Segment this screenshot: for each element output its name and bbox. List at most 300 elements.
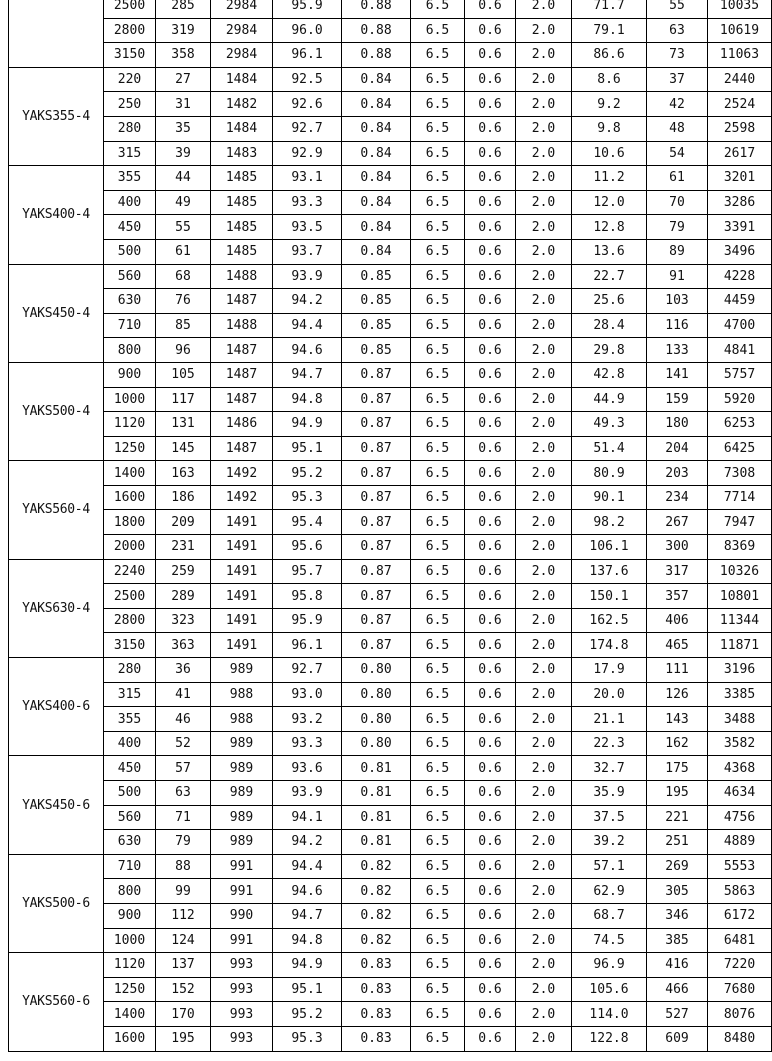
data-cell: 0.82 bbox=[342, 879, 411, 904]
model-cell: YAKS500-4 bbox=[9, 362, 104, 460]
table-row bbox=[9, 510, 772, 535]
data-cell: 560 bbox=[104, 264, 156, 289]
data-cell: 36 bbox=[156, 658, 211, 683]
data-cell: 3488 bbox=[708, 707, 772, 732]
table-row bbox=[9, 436, 772, 461]
data-cell: 2.0 bbox=[516, 805, 572, 830]
data-cell: 1487 bbox=[211, 362, 273, 387]
data-cell: 0.84 bbox=[342, 141, 411, 166]
data-cell: 0.88 bbox=[342, 18, 411, 43]
data-cell: 89 bbox=[647, 239, 708, 264]
data-cell: 106.1 bbox=[572, 535, 647, 560]
table-row bbox=[9, 215, 772, 240]
table-row bbox=[9, 805, 772, 830]
data-cell: 285 bbox=[156, 0, 211, 18]
data-cell: 2.0 bbox=[516, 1002, 572, 1027]
data-cell: 358 bbox=[156, 43, 211, 68]
data-cell: 0.82 bbox=[342, 854, 411, 879]
data-cell: 195 bbox=[647, 781, 708, 806]
data-cell: 6.5 bbox=[411, 166, 465, 191]
data-cell: 0.6 bbox=[465, 830, 516, 855]
data-cell: 2.0 bbox=[516, 1026, 572, 1051]
data-cell: 93.5 bbox=[273, 215, 342, 240]
model-cell: YAKS560-6 bbox=[9, 953, 104, 1051]
data-cell: 2.0 bbox=[516, 510, 572, 535]
data-cell: 6.5 bbox=[411, 903, 465, 928]
data-cell: 315 bbox=[104, 141, 156, 166]
data-cell: 25.6 bbox=[572, 289, 647, 314]
data-cell: 2.0 bbox=[516, 485, 572, 510]
data-cell: 993 bbox=[211, 953, 273, 978]
data-cell: 991 bbox=[211, 879, 273, 904]
data-cell: 12.8 bbox=[572, 215, 647, 240]
data-cell: 6.5 bbox=[411, 362, 465, 387]
data-cell: 22.3 bbox=[572, 731, 647, 756]
data-cell: 7947 bbox=[708, 510, 772, 535]
data-cell: 162 bbox=[647, 731, 708, 756]
data-cell: 6253 bbox=[708, 412, 772, 437]
data-cell: 9.8 bbox=[572, 116, 647, 141]
data-cell: 143 bbox=[647, 707, 708, 732]
data-cell: 95.9 bbox=[273, 0, 342, 18]
table-row bbox=[9, 43, 772, 68]
data-cell: 1486 bbox=[211, 412, 273, 437]
data-cell: 112 bbox=[156, 903, 211, 928]
data-cell: 6.5 bbox=[411, 67, 465, 92]
data-cell: 3582 bbox=[708, 731, 772, 756]
table-row bbox=[9, 682, 772, 707]
data-cell: 2984 bbox=[211, 18, 273, 43]
data-cell: 12.0 bbox=[572, 190, 647, 215]
data-cell: 991 bbox=[211, 928, 273, 953]
data-cell: 22.7 bbox=[572, 264, 647, 289]
data-cell: 1492 bbox=[211, 485, 273, 510]
data-cell: 95.4 bbox=[273, 510, 342, 535]
data-cell: 0.6 bbox=[465, 682, 516, 707]
data-cell: 900 bbox=[104, 903, 156, 928]
data-cell: 2.0 bbox=[516, 756, 572, 781]
data-cell: 5920 bbox=[708, 387, 772, 412]
data-cell: 195 bbox=[156, 1026, 211, 1051]
data-cell: 1485 bbox=[211, 190, 273, 215]
data-cell: 0.87 bbox=[342, 608, 411, 633]
data-cell: 2.0 bbox=[516, 559, 572, 584]
data-cell: 221 bbox=[647, 805, 708, 830]
data-cell: 6.5 bbox=[411, 0, 465, 18]
data-cell: 6.5 bbox=[411, 928, 465, 953]
data-cell: 0.82 bbox=[342, 903, 411, 928]
data-cell: 6.5 bbox=[411, 92, 465, 117]
data-cell: 6.5 bbox=[411, 805, 465, 830]
table-row bbox=[9, 854, 772, 879]
data-cell: 6.5 bbox=[411, 633, 465, 658]
data-cell: 2.0 bbox=[516, 264, 572, 289]
data-cell: 2440 bbox=[708, 67, 772, 92]
data-cell: 95.8 bbox=[273, 584, 342, 609]
data-cell: 0.81 bbox=[342, 756, 411, 781]
data-cell: 1491 bbox=[211, 510, 273, 535]
data-cell: 1485 bbox=[211, 215, 273, 240]
data-cell: 2984 bbox=[211, 43, 273, 68]
data-cell: 96.1 bbox=[273, 633, 342, 658]
data-cell: 1491 bbox=[211, 535, 273, 560]
data-cell: 124 bbox=[156, 928, 211, 953]
table-row bbox=[9, 1026, 772, 1051]
data-cell: 71.7 bbox=[572, 0, 647, 18]
data-cell: 63 bbox=[647, 18, 708, 43]
data-cell: 95.7 bbox=[273, 559, 342, 584]
data-cell: 300 bbox=[647, 535, 708, 560]
data-cell: 7308 bbox=[708, 461, 772, 486]
table-row bbox=[9, 731, 772, 756]
data-cell: 2.0 bbox=[516, 92, 572, 117]
table-row bbox=[9, 0, 772, 18]
table-row bbox=[9, 387, 772, 412]
data-cell: 989 bbox=[211, 658, 273, 683]
data-cell: 0.6 bbox=[465, 756, 516, 781]
data-cell: 92.7 bbox=[273, 116, 342, 141]
table-row bbox=[9, 608, 772, 633]
data-cell: 73 bbox=[647, 43, 708, 68]
data-cell: 710 bbox=[104, 313, 156, 338]
data-cell: 159 bbox=[647, 387, 708, 412]
data-cell: 1400 bbox=[104, 461, 156, 486]
data-cell: 95.2 bbox=[273, 461, 342, 486]
data-cell: 162.5 bbox=[572, 608, 647, 633]
data-cell: 2.0 bbox=[516, 116, 572, 141]
data-cell: 0.6 bbox=[465, 289, 516, 314]
data-cell: 6.5 bbox=[411, 338, 465, 363]
model-cell: YAKS355-4 bbox=[9, 67, 104, 165]
data-cell: 0.6 bbox=[465, 67, 516, 92]
data-cell: 10326 bbox=[708, 559, 772, 584]
data-cell: 0.83 bbox=[342, 977, 411, 1002]
data-cell: 989 bbox=[211, 830, 273, 855]
data-cell: 131 bbox=[156, 412, 211, 437]
data-cell: 1120 bbox=[104, 953, 156, 978]
data-cell: 0.6 bbox=[465, 707, 516, 732]
data-cell: 0.6 bbox=[465, 781, 516, 806]
data-cell: 3286 bbox=[708, 190, 772, 215]
data-cell: 4700 bbox=[708, 313, 772, 338]
data-cell: 29.8 bbox=[572, 338, 647, 363]
data-cell: 93.2 bbox=[273, 707, 342, 732]
data-cell: 52 bbox=[156, 731, 211, 756]
data-cell: 1485 bbox=[211, 166, 273, 191]
data-cell: 92.6 bbox=[273, 92, 342, 117]
data-cell: 0.6 bbox=[465, 953, 516, 978]
data-cell: 2.0 bbox=[516, 289, 572, 314]
data-cell: 94.9 bbox=[273, 953, 342, 978]
data-cell: 2617 bbox=[708, 141, 772, 166]
data-cell: 0.6 bbox=[465, 313, 516, 338]
data-cell: 7714 bbox=[708, 485, 772, 510]
data-cell: 6.5 bbox=[411, 682, 465, 707]
data-cell: 465 bbox=[647, 633, 708, 658]
data-cell: 2.0 bbox=[516, 43, 572, 68]
data-cell: 0.6 bbox=[465, 436, 516, 461]
data-cell: 55 bbox=[647, 0, 708, 18]
data-cell: 11344 bbox=[708, 608, 772, 633]
data-cell: 0.84 bbox=[342, 215, 411, 240]
data-cell: 500 bbox=[104, 781, 156, 806]
data-cell: 6425 bbox=[708, 436, 772, 461]
model-cell: YAKS450-4 bbox=[9, 264, 104, 362]
data-cell: 2.0 bbox=[516, 387, 572, 412]
model-cell: YAKS400-6 bbox=[9, 658, 104, 756]
data-cell: 92.7 bbox=[273, 658, 342, 683]
model-cell: YAKS400-4 bbox=[9, 166, 104, 264]
data-cell: 2.0 bbox=[516, 239, 572, 264]
data-cell: 6.5 bbox=[411, 313, 465, 338]
data-cell: 6.5 bbox=[411, 510, 465, 535]
data-cell: 993 bbox=[211, 977, 273, 1002]
data-cell: 1120 bbox=[104, 412, 156, 437]
table-row bbox=[9, 559, 772, 584]
data-cell: 1000 bbox=[104, 928, 156, 953]
data-cell: 6.5 bbox=[411, 461, 465, 486]
data-cell: 630 bbox=[104, 830, 156, 855]
data-cell: 10619 bbox=[708, 18, 772, 43]
data-cell: 0.6 bbox=[465, 977, 516, 1002]
table-row bbox=[9, 412, 772, 437]
data-cell: 68 bbox=[156, 264, 211, 289]
data-cell: 93.7 bbox=[273, 239, 342, 264]
table-row bbox=[9, 633, 772, 658]
data-cell: 150.1 bbox=[572, 584, 647, 609]
data-cell: 6.5 bbox=[411, 608, 465, 633]
data-cell: 0.87 bbox=[342, 387, 411, 412]
data-cell: 0.6 bbox=[465, 903, 516, 928]
data-cell: 2984 bbox=[211, 0, 273, 18]
data-cell: 6.5 bbox=[411, 535, 465, 560]
data-cell: 37 bbox=[647, 67, 708, 92]
data-cell: 93.9 bbox=[273, 781, 342, 806]
data-cell: 94.8 bbox=[273, 387, 342, 412]
data-cell: 6172 bbox=[708, 903, 772, 928]
data-cell: 6.5 bbox=[411, 879, 465, 904]
data-cell: 0.81 bbox=[342, 781, 411, 806]
data-cell: 10035 bbox=[708, 0, 772, 18]
data-cell: 7680 bbox=[708, 977, 772, 1002]
data-cell: 10801 bbox=[708, 584, 772, 609]
data-cell: 0.80 bbox=[342, 731, 411, 756]
data-cell: 0.6 bbox=[465, 1002, 516, 1027]
data-cell: 0.81 bbox=[342, 805, 411, 830]
data-cell: 0.6 bbox=[465, 43, 516, 68]
data-cell: 6.5 bbox=[411, 658, 465, 683]
data-cell: 5863 bbox=[708, 879, 772, 904]
data-cell: 280 bbox=[104, 116, 156, 141]
data-cell: 630 bbox=[104, 289, 156, 314]
data-cell: 11871 bbox=[708, 633, 772, 658]
data-cell: 2.0 bbox=[516, 608, 572, 633]
table-row bbox=[9, 313, 772, 338]
data-cell: 2.0 bbox=[516, 879, 572, 904]
data-cell: 0.6 bbox=[465, 18, 516, 43]
data-cell: 4634 bbox=[708, 781, 772, 806]
data-cell: 2.0 bbox=[516, 412, 572, 437]
data-cell: 1800 bbox=[104, 510, 156, 535]
data-cell: 4841 bbox=[708, 338, 772, 363]
data-cell: 0.6 bbox=[465, 362, 516, 387]
data-cell: 259 bbox=[156, 559, 211, 584]
table-row bbox=[9, 535, 772, 560]
data-cell: 2.0 bbox=[516, 190, 572, 215]
data-cell: 0.84 bbox=[342, 92, 411, 117]
data-cell: 105 bbox=[156, 362, 211, 387]
data-cell: 2.0 bbox=[516, 977, 572, 1002]
data-cell: 2.0 bbox=[516, 461, 572, 486]
data-cell: 4368 bbox=[708, 756, 772, 781]
data-cell: 6.5 bbox=[411, 559, 465, 584]
table-row bbox=[9, 928, 772, 953]
data-cell: 20.0 bbox=[572, 682, 647, 707]
data-cell: 4889 bbox=[708, 830, 772, 855]
data-cell: 93.0 bbox=[273, 682, 342, 707]
table-row bbox=[9, 338, 772, 363]
data-cell: 8480 bbox=[708, 1026, 772, 1051]
data-cell: 2.0 bbox=[516, 313, 572, 338]
data-cell: 2.0 bbox=[516, 535, 572, 560]
data-cell: 2.0 bbox=[516, 731, 572, 756]
data-cell: 55 bbox=[156, 215, 211, 240]
data-cell: 1491 bbox=[211, 633, 273, 658]
data-cell: 3496 bbox=[708, 239, 772, 264]
data-cell: 70 bbox=[647, 190, 708, 215]
table-row bbox=[9, 756, 772, 781]
data-cell: 385 bbox=[647, 928, 708, 953]
data-cell: 61 bbox=[156, 239, 211, 264]
data-cell: 6.5 bbox=[411, 953, 465, 978]
data-cell: 400 bbox=[104, 190, 156, 215]
data-cell: 6.5 bbox=[411, 190, 465, 215]
data-cell: 355 bbox=[104, 166, 156, 191]
data-cell: 993 bbox=[211, 1026, 273, 1051]
data-cell: 95.1 bbox=[273, 977, 342, 1002]
data-cell: 3150 bbox=[104, 43, 156, 68]
data-cell: 57 bbox=[156, 756, 211, 781]
model-cell: YAKS560-4 bbox=[9, 461, 104, 559]
table-row bbox=[9, 584, 772, 609]
table-row bbox=[9, 977, 772, 1002]
data-cell: 6.5 bbox=[411, 436, 465, 461]
data-cell: 231 bbox=[156, 535, 211, 560]
data-cell: 0.87 bbox=[342, 559, 411, 584]
data-cell: 42.8 bbox=[572, 362, 647, 387]
data-cell: 0.6 bbox=[465, 338, 516, 363]
data-cell: 1400 bbox=[104, 1002, 156, 1027]
data-cell: 267 bbox=[647, 510, 708, 535]
data-cell: 6.5 bbox=[411, 731, 465, 756]
data-cell: 315 bbox=[104, 682, 156, 707]
data-cell: 57.1 bbox=[572, 854, 647, 879]
data-cell: 609 bbox=[647, 1026, 708, 1051]
data-cell: 0.6 bbox=[465, 141, 516, 166]
data-cell: 61 bbox=[647, 166, 708, 191]
data-cell: 94.8 bbox=[273, 928, 342, 953]
data-cell: 2800 bbox=[104, 18, 156, 43]
data-cell: 323 bbox=[156, 608, 211, 633]
data-cell: 122.8 bbox=[572, 1026, 647, 1051]
data-cell: 37.5 bbox=[572, 805, 647, 830]
data-cell: 145 bbox=[156, 436, 211, 461]
data-cell: 95.3 bbox=[273, 485, 342, 510]
table-row bbox=[9, 141, 772, 166]
model-cell bbox=[9, 0, 104, 67]
data-cell: 93.1 bbox=[273, 166, 342, 191]
data-cell: 31 bbox=[156, 92, 211, 117]
data-cell: 2.0 bbox=[516, 682, 572, 707]
data-cell: 2500 bbox=[104, 0, 156, 18]
data-cell: 0.83 bbox=[342, 1026, 411, 1051]
data-cell: 2.0 bbox=[516, 584, 572, 609]
data-cell: 3385 bbox=[708, 682, 772, 707]
data-cell: 0.85 bbox=[342, 289, 411, 314]
data-cell: 6.5 bbox=[411, 756, 465, 781]
data-cell: 0.83 bbox=[342, 1002, 411, 1027]
data-cell: 2524 bbox=[708, 92, 772, 117]
data-cell: 0.87 bbox=[342, 584, 411, 609]
motor-spec-table bbox=[8, 0, 772, 1052]
data-cell: 0.88 bbox=[342, 43, 411, 68]
data-cell: 989 bbox=[211, 756, 273, 781]
data-cell: 0.83 bbox=[342, 953, 411, 978]
data-cell: 0.81 bbox=[342, 830, 411, 855]
data-cell: 62.9 bbox=[572, 879, 647, 904]
table-row bbox=[9, 264, 772, 289]
data-cell: 0.6 bbox=[465, 608, 516, 633]
data-cell: 11.2 bbox=[572, 166, 647, 191]
data-cell: 0.6 bbox=[465, 116, 516, 141]
data-cell: 203 bbox=[647, 461, 708, 486]
data-cell: 9.2 bbox=[572, 92, 647, 117]
data-cell: 989 bbox=[211, 731, 273, 756]
data-cell: 3201 bbox=[708, 166, 772, 191]
data-cell: 2500 bbox=[104, 584, 156, 609]
data-cell: 0.6 bbox=[465, 1026, 516, 1051]
data-cell: 280 bbox=[104, 658, 156, 683]
table-row bbox=[9, 707, 772, 732]
table-row bbox=[9, 190, 772, 215]
data-cell: 0.80 bbox=[342, 707, 411, 732]
data-cell: 989 bbox=[211, 781, 273, 806]
data-cell: 1484 bbox=[211, 67, 273, 92]
data-cell: 0.87 bbox=[342, 412, 411, 437]
model-cell: YAKS500-6 bbox=[9, 854, 104, 952]
data-cell: 991 bbox=[211, 854, 273, 879]
data-cell: 48 bbox=[647, 116, 708, 141]
data-cell: 4228 bbox=[708, 264, 772, 289]
data-cell: 94.4 bbox=[273, 854, 342, 879]
data-cell: 988 bbox=[211, 682, 273, 707]
data-cell: 6.5 bbox=[411, 239, 465, 264]
data-cell: 6.5 bbox=[411, 289, 465, 314]
data-cell: 80.9 bbox=[572, 461, 647, 486]
data-cell: 1485 bbox=[211, 239, 273, 264]
data-cell: 0.6 bbox=[465, 928, 516, 953]
data-cell: 21.1 bbox=[572, 707, 647, 732]
data-cell: 186 bbox=[156, 485, 211, 510]
data-cell: 0.6 bbox=[465, 0, 516, 18]
data-cell: 0.6 bbox=[465, 166, 516, 191]
data-cell: 250 bbox=[104, 92, 156, 117]
data-cell: 0.6 bbox=[465, 264, 516, 289]
table-row bbox=[9, 18, 772, 43]
data-cell: 209 bbox=[156, 510, 211, 535]
table-row bbox=[9, 953, 772, 978]
data-cell: 5757 bbox=[708, 362, 772, 387]
